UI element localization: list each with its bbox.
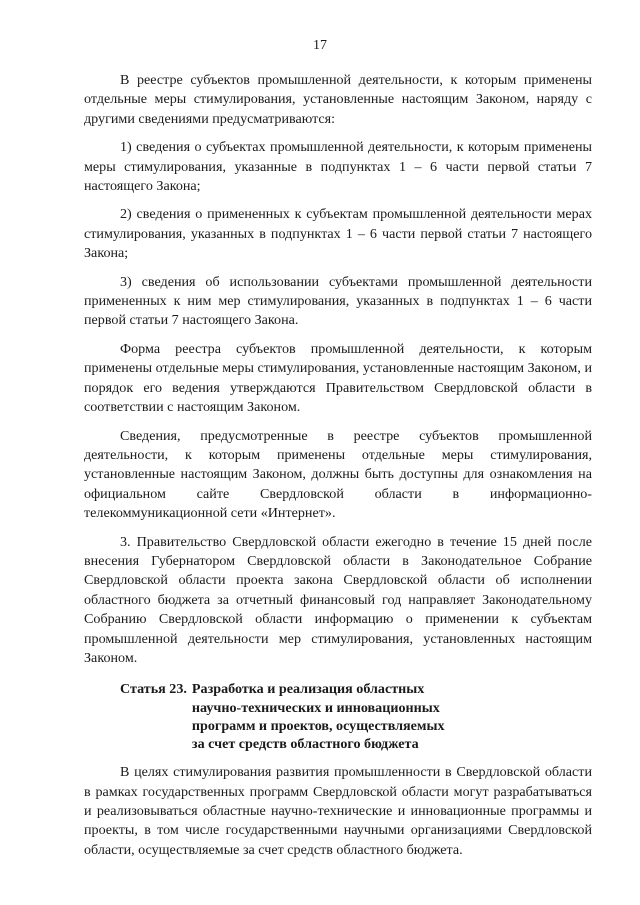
- document-body: [84, 71, 592, 869]
- article-title-line: программ и проектов, осуществляемых: [191, 717, 445, 734]
- paragraph-item-2: 2) сведения о примененных к субъектам промышленной деятельности мерах стимулирования, указанных в подпунктах 1 – 6 части первой статьи 7 настоящего Закона;: [84, 206, 592, 262]
- article-title-line: за счет средств областного бюджета: [191, 735, 419, 752]
- article-title-line: научно-технических и инновационных: [191, 699, 440, 716]
- article-number: Статья 23.: [120, 681, 187, 698]
- article-heading: [84, 680, 592, 753]
- page-number: 17: [313, 38, 327, 53]
- paragraph-item-3: 3) сведения об использовании субъектами промышленной деятельности примененных к ним мер стимулирования, указанных в подпунктах 1 – 6 части первой статьи 7 настоящего Закона.: [84, 273, 592, 329]
- paragraph-article-body: В целях стимулирования развития промышленности в Свердловской области в рамках государственных программ Свердловской области могут разрабатываться и реализовываться областные научно-технические и инновационные программы и проекты, в том числе государственными научными организациями Свердловской области, осуществляемые за счет средств областного бюджета.: [84, 764, 592, 858]
- article-title-line: Разработка и реализация областных: [191, 681, 425, 698]
- article-title: [187, 680, 445, 753]
- paragraph-clause-3: 3. Правительство Свердловской области ежегодно в течение 15 дней после внесения Губернатором Свердловской области в Законодательное Собрание Свердловской области проекта закона Свердловской области об исполнении областного бюджета за отчетный финансовый год направляет Законодательному Собранию Свердловской области информацию о применении к субъектам промышленной деятельности мер стимулирования, установленных настоящим Законом.: [84, 533, 592, 666]
- paragraph-register-intro: В реестре субъектов промышленной деятельности, к которым применены отдельные меры стимулирования, установленные настоящим Законом, наряду с другими сведениями предусматриваются:: [84, 72, 592, 127]
- paragraph-register-publication: Сведения, предусмотренные в реестре субъектов промышленной деятельности, к которым применены отдельные меры стимулирования, установленные настоящим Законом, должны быть доступны для ознакомления на официальном сайте Свердловской области в информационно-телекоммуникационной сети «Интернет».: [84, 427, 592, 522]
- paragraph-register-form: Форма реестра субъектов промышленной деятельности, к которым применены отдельные меры стимулирования, установленные настоящим Законом, и порядок его ведения утверждаются Правительством Свердловской области в соответствии с настоящим Законом.: [84, 340, 592, 416]
- paragraph-item-1: 1) сведения о субъектах промышленной деятельности, к которым применены меры стимулирования, указанные в подпунктах 1 – 6 части первой статьи 7 настоящего Закона;: [84, 139, 592, 195]
